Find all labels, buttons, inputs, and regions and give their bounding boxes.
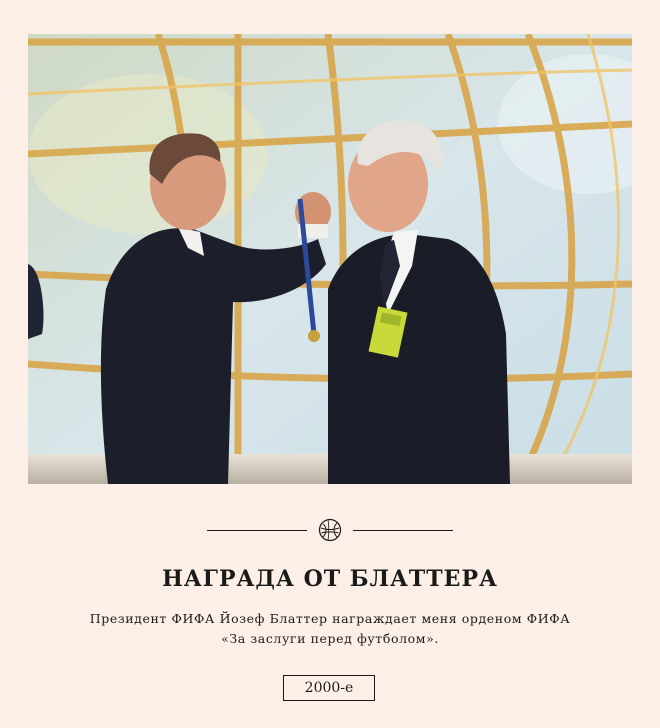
- caption-line-2: «За заслуги перед футболом».: [221, 631, 439, 646]
- award-photo-illustration: [28, 34, 632, 484]
- year-badge: 2000-е: [283, 675, 375, 701]
- divider-line-right: [353, 530, 453, 531]
- photo-caption: [60, 609, 600, 649]
- page-title: НАГРАДА ОТ БЛАТТЕРА: [162, 566, 498, 592]
- caption-line-1: Президент ФИФА Йозеф Блаттер награждает меня орденом ФИФА: [89, 611, 571, 626]
- award-photo: [28, 34, 632, 484]
- football-icon: [318, 518, 342, 542]
- section-divider: [0, 516, 660, 544]
- divider-line-left: [207, 530, 307, 531]
